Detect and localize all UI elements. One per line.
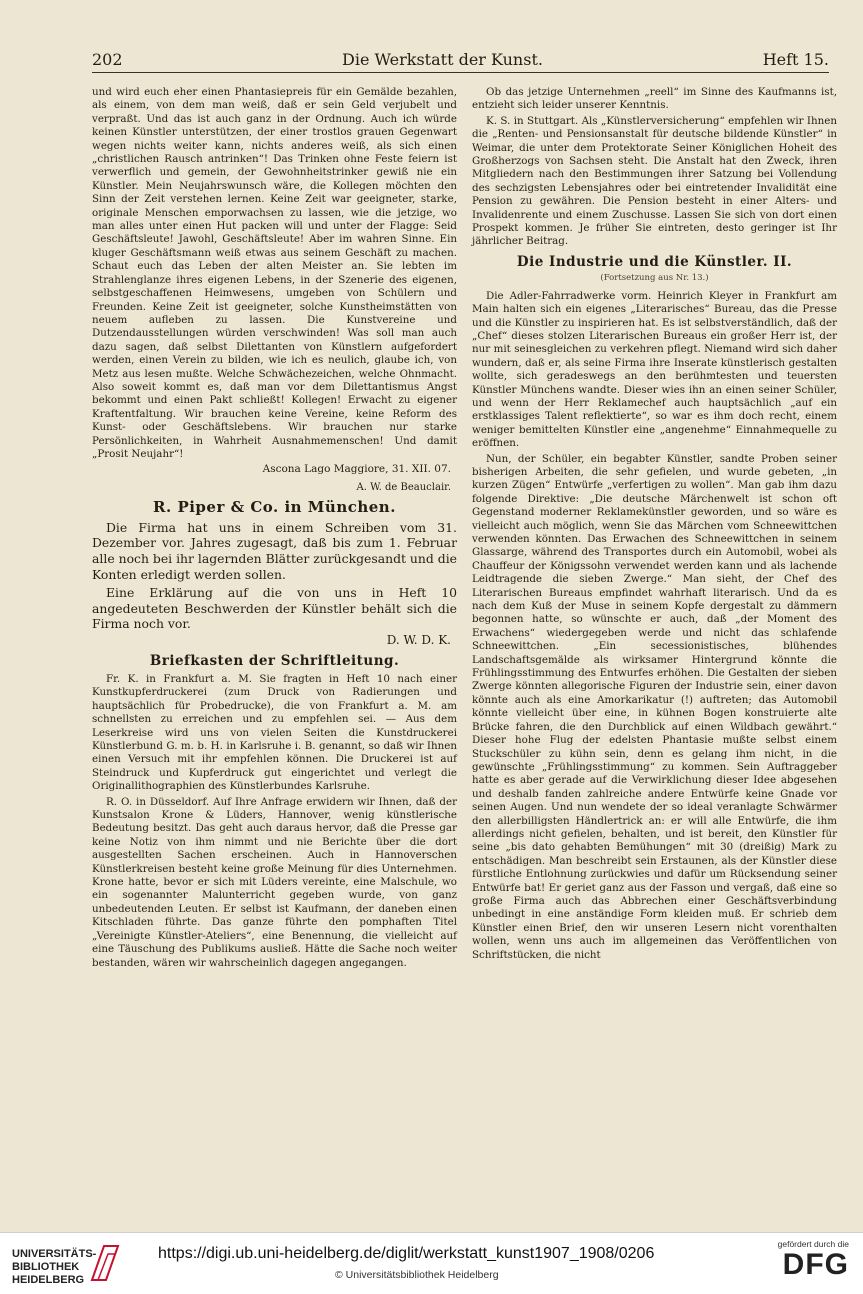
body-paragraph: Fr. K. in Frankfurt a. M. Sie fragten in Heft 10 nach einer Kunstkupferdruckerei (zum Druck von Radierungen und hauptsächlich für Probedrucke), die von Frankfurt a. M. am schnellsten zu erreichen und zu empfehlen sei. — Aus dem Leserkreise wird uns von vielen Seiten die Kunstdruckerei Künstlerbund G. m. b. H. in Karlsruhe i. B. genannt, so daß wir Ihnen einen Versuch mit ihr empfehlen können. Die Druckerei ist auf Steindruck und Kupferdruck gut eingerichtet und verlegt die Originallithographien des Künstlerbundes Karlsruhe. <box>92 672 457 793</box>
journal-title: Die Werkstatt der Kunst. <box>342 50 543 69</box>
funder-block <box>778 1239 849 1281</box>
body-paragraph: und wird euch eher einen Phantasiepreis für ein Gemälde bezahlen, als einem, von dem man weiß, daß er sein Geld verjubelt und verpraßt. Und das ist auch ganz in der Ordnung. Auch ich würde keinen Künstler unterstützen, der einer trostlos grauen Gegenwart wegen nichts weiter kann, nichts anderes weiß, als sich einen „christlichen Rausch antrinken“! Das Trinken ohne Feste feiern ist verwerflich und gemein, der Gewohnheitstrinker gewiß nie ein Künstler. Mein Neujahrswunsch wäre, die Kollegen möchten den Sinn der Zeit verstehen lernen. Keine Zeit war geeigneter, starke, originale Menschen emporwachsen zu lassen, wie die jetzige, wo man alles unter einen Hut packen will und unter der Flagge: Seid Geschäftsleute! Jawohl, Geschäftsleute! Aber im wahren Sinne. Ein kluger Geschäftsmann weiß etwas aus seinem Geschäft zu machen. Schaut euch das Leben der alten Meister an. Sie lebten im Strahlenglanze ihres eigenen Lebens, in der Szenerie des eigenen, selbstgeschaffenen Heimwesens, umgeben von Schülern und Freunden. Keine Zeit ist geeigneter, solche Kunstheimstätten von neuem aufleben zu lassen. Die Kunstvereine und Dutzendausstellungen würden verschwinden! Was soll man auch dazu sagen, daß selbst Dilettanten von Künstlern aufgefordert werden, einen Verein zu bilden, wie ich es neulich, glaube ich, von Metz aus lesen mußte. Welche Schwächezeichen, welche Ohnmacht. Also soweit kommt es, daß man vor dem Dilettantismus Angst bekommt und einen Pakt schließt! Kollegen! Erwacht zu eigener Kraftentfaltung. Wir brauchen keine Vereine, keine Reform des Kunst- oder Geschäftslebens. Wir brauchen nur starke Persönlichkeiten, in Wahrheit Ausnahmemenschen! Und damit „Prosit Neujahr“! <box>92 86 457 460</box>
body-paragraph: Nun, der Schüler, ein begabter Künstler, sandte Proben seiner bisherigen Arbeiten, die sehr gefielen, und wurde gebeten, „in kurzen Zügen“ Entwürfe „verfertigen zu wollen“. Man gab ihm dazu folgende Direktive: „Die deutsche Märchenwelt ist schon oft Gegenstand moderner Reklamekünstler geworden, und so wäre es vielleicht auch möglich, wenn Sie das Märchen vom Schneewittchen verwenden könnten. Das Erwachen des Schneewittchen in seinem Glassarge, während des Transportes durch ein Automobil, wobei als Chauffeur der Königssohn verwendet werden kann und als lachende Leidtragende die sieben Zwerge.“ Man sieht, der Chef des Literarischen Bureaus empfindet wahrhaft literarisch. Und da es nach dem Kuß der Muse in seinem Kopfe dergestalt zu dämmern begonnen hatte, so wünschte er auch, daß „der Moment des Erwachens“ wiedergegeben werde und nicht das schlafende Schneewittchen. „Ein secessionistisches, blühendes Landschaftsgemälde als wirksamer Hintergrund könnte die Frühlingsstimmung des Entwurfes erhöhen. Die Gestalten der sieben Zwerge könnten allegorische Figuren der Industrie sein, einer davon könnte auch als eine Amorkarikatur (!) auftreten; das Automobil könnte vielleicht über eine, in kühnen Bogen konstruierte alte Brücke fahren, die den Durchblick auf einen Wildbach gewährt.“ Dieser hohe Flug der edelsten Phantasie mußte selbst einem Stuckschüler zu kühn sein, denn es gelang ihm nicht, in die gewünschte „Frühlingsstimmung“ zu kommen. Sein Auftraggeber hatte es aber gerade auf die Verwirklichung dieser Idee abgesehen und deshalb fanden zahlreiche andere Entwürfe keine Gnade vor seinen Augen. Und nun wendete der so ideal veranlagte Schwärmer den allerbilligsten Händlertrick an: er will alle Entwürfe, die ihm allerdings nicht gefielen, behalten, und ist bereit, den Künstler für seine „bis dato gehabten Bemühungen“ mit 30 (dreißig) Mark zu entschädigen. Man beschreibt sein Erstaunen, als der Künstler diese fürstliche Entlohnung zurückwies und dafür um Rücksendung seiner Entwürfe bat! Er geriet ganz aus der Fasson und vergaß, daß eine so große Firma auch das Abbrechen einer Geschäftsverbindung unbedingt in eine anständige Form kleiden muß. Er schrieb dem Künstler einen Brief, den wir unseren Lesern nicht vorenthalten wollen, wenn uns auch im allgemeinen das Veröffentlichen von Schriftstücken, die nicht <box>472 452 837 961</box>
section-heading-industrie: Die Industrie und die Künstler. II. <box>516 253 793 270</box>
viewer-footer <box>0 1232 863 1294</box>
dfg-logo: DFG <box>782 1248 849 1281</box>
continuation-note: (Fortsetzung aus Nr. 13.) <box>600 273 709 284</box>
copyright-notice: © Universitätsbibliothek Heidelberg <box>335 1269 499 1281</box>
body-paragraph: K. S. in Stuttgart. Als „Künstlerversicherung“ empfehlen wir Ihnen die „Renten- und Pensionsanstalt für deutsche bildende Künstler“ in Weimar, die unter dem Protektorate Seiner Königlichen Hoheit des Großherzogs von Sachsen steht. Die Anstalt hat den Zweck, ihren Mitgliedern nach den Bestimmungen ihrer Satzung bei Vollendung des sechzigsten Lebensjahres oder bei eintretender Invalidität eine Pension zu gewähren. Die Pension besteht in einer Alters- und Invalidenrente und einem Zuschusse. Lassen Sie sich von dort einen Prospekt kommen. Je früher Sie eintreten, desto geringer ist Ihr jährlicher Beitrag. <box>472 114 837 248</box>
piper-signature: D. W. D. K. <box>386 633 451 648</box>
section-heading-briefkasten: Briefkasten der Schriftleitung. <box>149 652 400 669</box>
funder-note: gefördert durch die <box>777 1239 849 1249</box>
body-paragraph: Ob das jetzige Unternehmen „reell“ im Sinne des Kaufmanns ist, entzieht sich leider unserer Kenntnis. <box>472 86 837 112</box>
library-logo-icon <box>90 1242 120 1282</box>
permalink-url[interactable]: https://digi.ub.uni-heidelberg.de/diglit/werkstatt_kunst1907_1908/0206 <box>158 1245 655 1262</box>
signature: A. W. de Beauclair. <box>356 481 451 493</box>
library-logo-text: UNIVERSITÄTS- BIBLIOTHEK HEIDELBERG <box>12 1248 97 1286</box>
page-header <box>92 42 829 73</box>
body-paragraph: R. O. in Düsseldorf. Auf Ihre Anfrage erwidern wir Ihnen, daß der Kunstsalon Krone & Lüders, Hannover, wenig künstlerische Bedeutung besitzt. Das geht auch daraus hervor, daß die Presse gar keine Notiz von ihm nimmt und nie Berichte über die dort ausgestellten Sachen erscheinen. Auch in Hannoverschen Künstlerkreisen besteht keine große Meinung für dies Unternehmen. Krone hatte, bevor er sich mit Lüders vereinte, eine Malschule, wo ein sogenannter Malunterricht gegeben wurde, von ganz unbedeutenden Leuten. Er selbst ist Kaufmann, der daneben einen Kitschladen führte. Das ganze führte den pomphaften Titel „Vereinigte Künstler-Ateliers“, eine Benennung, die vielleicht auf eine Täuschung des Publikums ausließ. Hätte die Sache noch weiter bestanden, wären wir wahrscheinlich dagegen angegangen. <box>92 795 457 969</box>
left-column <box>92 86 457 972</box>
right-column <box>472 86 837 964</box>
body-paragraph: Die Adler-Fahrradwerke vorm. Heinrich Kleyer in Frankfurt am Main halten sich ein eigenes „Literarisches“ Bureau, das die Presse und die Künstler zu inspirieren hat. Es ist selbstverständlich, daß der „Chef“ dieses stolzen Literarischen Bureaus ein großer Herr ist, der nur mit seinesgleichen zu verkehren pflegt. Niemand wird sich daher wundern, daß er, als seine Firma ihre Inserate künstlerisch gestalten wollte, sich geradeswegs an den berühmtesten und teuersten Künstler Münchens wandte. Dieser wies ihn an einen seiner Schüler, und wenn der Herr Reklamechef auch hauptsächlich „auf ein erstklassiges Talent reflektierte“, so war es ihm doch recht, einem weniger bemittelten Künstler eine „angenehme“ Einnahmequelle zu eröffnen. <box>472 289 837 450</box>
issue-label: Heft 15. <box>762 50 829 69</box>
page-number: 202 <box>92 50 123 69</box>
body-paragraph: Eine Erklärung auf die von uns in Heft 10 angedeuteten Beschwerden der Künstler behält sich die Firma noch vor. <box>92 584 457 632</box>
section-heading-piper: R. Piper & Co. in München. <box>153 498 396 517</box>
dateline: Ascona Lago Maggiore, 31. XII. 07. <box>262 463 451 476</box>
body-paragraph: Die Firma hat uns in einem Schreiben vom 31. Dezember vor. Jahres zugesagt, daß bis zum 1. Februar alle noch bei ihr lagernden Blätter zurückgesandt und die Konten erledigt werden sollen. <box>92 519 457 582</box>
